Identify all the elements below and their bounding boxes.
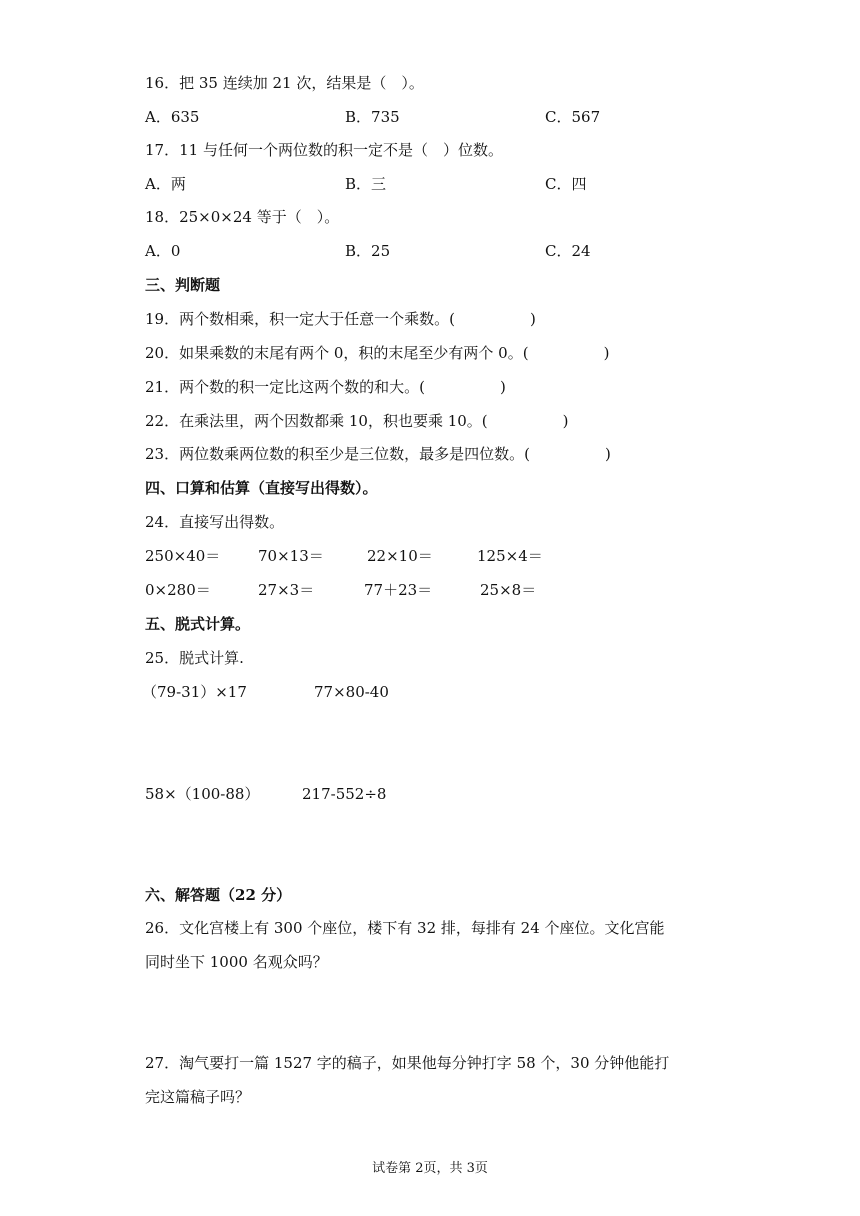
step-calc-item: 58×（100-88） (145, 785, 260, 803)
section-6-title: 六、解答题（22 分） (145, 886, 292, 904)
question-20: 20．如果乘数的末尾有两个 0，积的末尾至少有两个 0。( ) (145, 344, 610, 362)
question-18: 18．25×0×24 等于（ ）。 (145, 208, 340, 226)
section-3-title: 三、判断题 (145, 276, 221, 294)
question-26-line-2: 同时坐下 1000 名观众吗？ (145, 953, 328, 971)
oral-calc-item: 125×4＝ (477, 547, 543, 565)
oral-calc-item: 27×3＝ (258, 581, 315, 599)
question-22: 22．在乘法里，两个因数都乘 10，积也要乘 10。( ) (145, 412, 569, 430)
question-19: 19．两个数相乘，积一定大于任意一个乘数。( ) (145, 310, 536, 328)
question-24: 24．直接写出得数。 (145, 513, 285, 531)
step-calc-item: （79-31）×17 (142, 683, 247, 701)
oral-calc-item: 22×10＝ (367, 547, 433, 565)
oral-calc-item: 250×40＝ (145, 547, 221, 565)
q18-option-c: C．24 (545, 242, 591, 260)
question-25: 25．脱式计算. (145, 649, 244, 667)
question-27-line-1: 27．淘气要打一篇 1527 字的稿子，如果他每分钟打字 58 个，30 分钟他能打 (145, 1054, 670, 1072)
q16-option-b: B．735 (345, 108, 400, 126)
page-footer: 试卷第 2页，共 3页 (372, 1161, 488, 1176)
q18-option-b: B．25 (345, 242, 391, 260)
question-23: 23．两位数乘两位数的积至少是三位数，最多是四位数。( ) (145, 445, 611, 463)
question-17: 17．11 与任何一个两位数的积一定不是（ ）位数。 (145, 141, 503, 159)
oral-calc-item: 0×280＝ (145, 581, 211, 599)
oral-calc-item: 25×8＝ (480, 581, 537, 599)
q18-option-a: A．0 (145, 242, 181, 260)
oral-calc-item: 70×13＝ (258, 547, 324, 565)
section-4-title: 四、口算和估算（直接写出得数）。 (145, 479, 378, 497)
q17-option-b: B．三 (345, 175, 387, 193)
question-16: 16．把 35 连续加 21 次，结果是（ ）。 (145, 74, 424, 92)
question-26-line-1: 26．文化宫楼上有 300 个座位，楼下有 32 排，每排有 24 个座位。文化宫能 (145, 919, 665, 937)
q16-option-c: C．567 (545, 108, 601, 126)
q17-option-a: A．两 (145, 175, 186, 193)
step-calc-item: 77×80-40 (314, 683, 389, 701)
q17-option-c: C．四 (545, 175, 587, 193)
oral-calc-item: 77＋23＝ (364, 581, 433, 599)
step-calc-item: 217-552÷8 (302, 785, 387, 803)
q16-option-a: A．635 (145, 108, 200, 126)
section-5-title: 五、脱式计算。 (145, 615, 251, 633)
question-27-line-2: 完这篇稿子吗？ (145, 1088, 251, 1106)
question-21: 21．两个数的积一定比这两个数的和大。( ) (145, 378, 506, 396)
